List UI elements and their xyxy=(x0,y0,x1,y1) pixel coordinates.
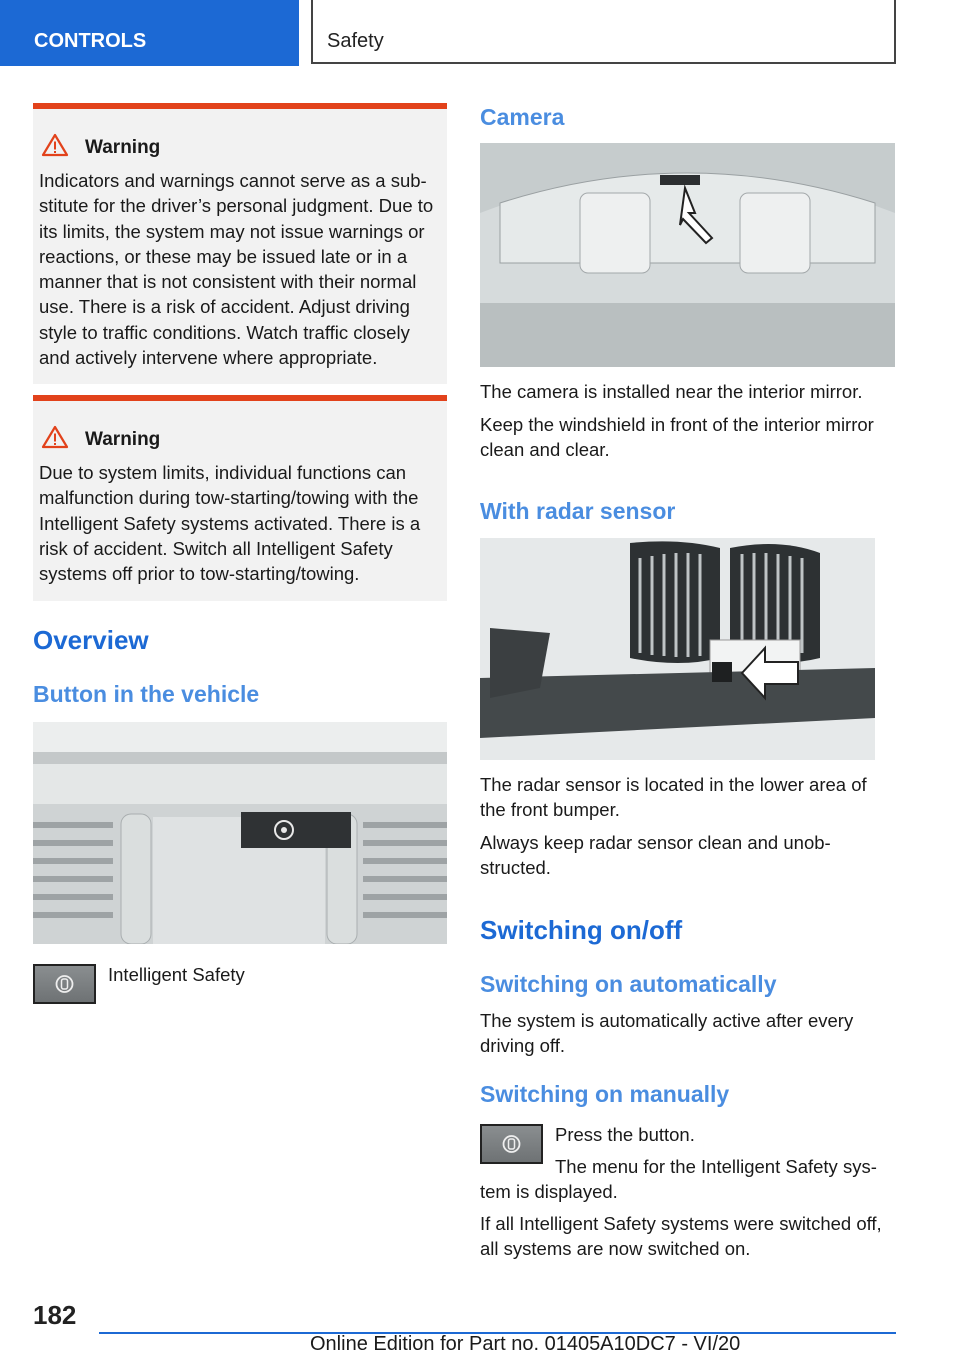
dashboard-illustration xyxy=(33,722,447,944)
warning-text: Indicators and warnings cannot serve as a sub-stitute for the driver’s personal judgment. Due to its limits, the system may not issue warnings or reactions, or these may be issued late or in a manner that is not consistent with their normal use. There is a risk of accident. Adjust driving style to traffic conditions. Watch traffic closely and actively intervene where appropriate. xyxy=(39,170,434,369)
button-heading: Button in the vehicle xyxy=(33,681,260,707)
button-label: Intelligent Safety xyxy=(108,964,245,985)
chapter-title-box xyxy=(311,0,896,64)
camera-text-1: The camera is installed near the interior mirror. xyxy=(480,381,863,402)
radar-heading: With radar sensor xyxy=(480,498,676,524)
intelligent-safety-button-icon xyxy=(33,964,96,1004)
switching-heading: Switching on/off xyxy=(480,915,683,945)
intelligent-safety-button-icon xyxy=(480,1124,543,1164)
manual-heading: Switching on manually xyxy=(480,1081,730,1107)
warning-triangle-icon xyxy=(41,133,69,157)
safety-shield-icon xyxy=(35,966,94,1002)
auto-heading: Switching on automatically xyxy=(480,971,777,997)
safety-shield-icon xyxy=(482,1126,541,1162)
chapter-title: Safety xyxy=(327,30,384,52)
camera-text-2: Keep the windshield in front of the interior mirror clean and clear. xyxy=(480,414,874,461)
interior-illustration xyxy=(480,143,895,367)
bumper-illustration xyxy=(480,538,875,760)
manual-note: If all Intelligent Safety systems were switched off, all systems are now switched on. xyxy=(480,1213,882,1260)
page-header xyxy=(0,0,960,66)
camera-location-photo xyxy=(480,143,895,367)
warning-text: Due to system limits, individual functions can malfunction during tow-starting/towing with the Intelligent Safety systems activated. There is a risk of accident. Switch all Intelligent Safety systems off prior to tow-starting/towing. xyxy=(39,462,421,585)
warning-box-1 xyxy=(33,103,447,384)
section-tab: CONTROLS xyxy=(0,0,299,66)
warning-label: Warning xyxy=(85,137,161,158)
warning-label: Warning xyxy=(85,429,161,450)
radar-location-photo xyxy=(480,538,875,760)
warning-box-2 xyxy=(33,395,447,601)
page-number: 182 xyxy=(33,1300,77,1330)
edition-info: Online Edition for Part no. 01405A10DC7 - VI/20 xyxy=(310,1333,741,1355)
radar-text-2: Always keep radar sensor clean and unob-structed. xyxy=(480,832,831,879)
manual-step-1: Press the button. xyxy=(555,1124,695,1145)
auto-text: The system is automatically active after every driving off. xyxy=(480,1010,854,1057)
camera-heading: Camera xyxy=(480,104,565,130)
manual-step-2a: The menu for the Intelligent Safety sys- xyxy=(555,1156,877,1177)
manual-step-2b: tem is displayed. xyxy=(480,1181,618,1202)
dashboard-button-photo xyxy=(33,722,447,944)
overview-heading: Overview xyxy=(33,625,149,655)
warning-triangle-icon xyxy=(41,425,69,449)
radar-text-1: The radar sensor is located in the lower area of the front bumper. xyxy=(480,774,867,821)
